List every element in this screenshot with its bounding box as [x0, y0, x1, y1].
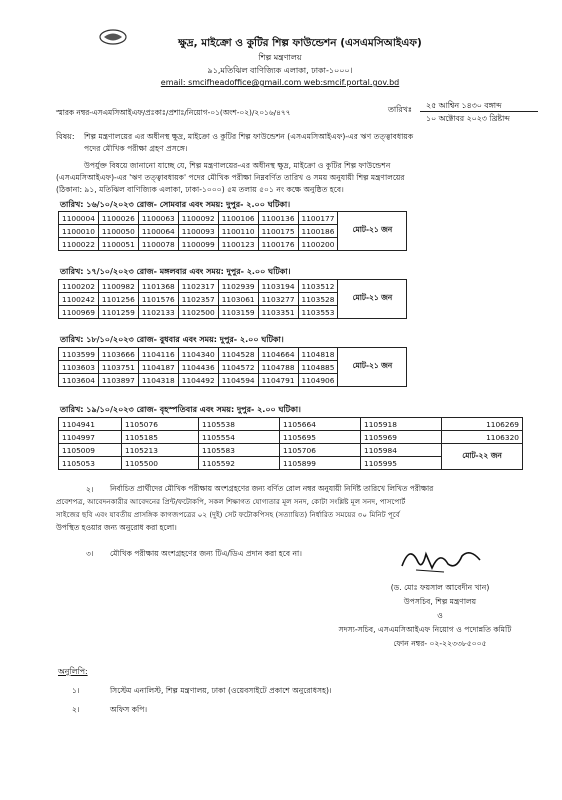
table-row [59, 444, 523, 457]
roll-cell: 1101576 [138, 293, 178, 306]
signatory-title-2: সদস্য-সচিব, এসএমসিআইএফ নিয়োগ ও পদোন্নতি কমিটি [338, 625, 512, 634]
roll-cell: 1105053 [59, 457, 122, 470]
note-2-line-1: নির্বাচিত প্রার্থীদের মৌখিক পরীক্ষায় অংশগ্রহণের জন্য বর্ণিত রোল নম্বর অনুযায়ী নির্দিষ্ট তারিখে লিখিত পরীক্ষার [110, 484, 434, 493]
note-3-number: ৩। [86, 549, 94, 558]
signatory-name: (ড. মোঃ ফয়সাল আবেদীন খান) [390, 583, 490, 592]
table-row [59, 212, 407, 225]
signatory-phone: ফোন নম্বর- ০২-২২৩৩৮৫০০৫ [393, 639, 487, 648]
roll-cell: 1101259 [98, 306, 138, 319]
roll-cell: 1104187 [138, 361, 178, 374]
roll-cell: 1100093 [178, 225, 218, 238]
roll-cell: 1105076 [122, 418, 199, 431]
schedule-3-date: তারিখ: ১৮/১০/২০২৩ রোজ- বুধবার এবং সময়: দুপুর- ২.০০ ঘটিকা। [60, 335, 284, 344]
roll-cell: 1104664 [258, 348, 298, 361]
roll-cell: 1100136 [258, 212, 298, 225]
schedule-total: মোট-২১ জন [338, 348, 407, 387]
memo-ref-no: স্মারক নম্বর-এসএমসিআইএফ/প্রঃকাঃ/প্রশাঃ/নিয়োগ-০১(অংশ-০২)/২০১৬/৪৭৭ [56, 108, 291, 117]
ministry-name: শিল্প মন্ত্রণালয় [258, 53, 302, 62]
note-2-line-4: উপস্থিত হওয়ার জন্য অনুরোধ করা হলো। [56, 523, 177, 532]
roll-cell: 1105918 [361, 418, 442, 431]
schedule-total: মোট-২২ জন [442, 444, 523, 470]
intro-line-3: (ঠিকানা: ৯১, মতিঝিল বাণিজ্যিক এলাকা, ঢাকা-১০০০) ৫ম তলায় ৫০১ নং কক্ষে অনুষ্ঠিত হবে। [56, 185, 344, 194]
schedule-4-table [58, 417, 523, 470]
roll-cell: 1103159 [218, 306, 258, 319]
roll-cell: 1104528 [218, 348, 258, 361]
roll-cell: 1103194 [258, 280, 298, 293]
copy-item-2-text: অফিস কপি। [110, 705, 148, 714]
roll-cell: 1105695 [280, 431, 361, 444]
roll-cell: 1102939 [218, 280, 258, 293]
roll-cell: 1103512 [298, 280, 338, 293]
roll-cell: 1103599 [59, 348, 99, 361]
roll-cell: 1100202 [59, 280, 99, 293]
schedule-3-table [58, 347, 407, 387]
roll-cell: 1104788 [258, 361, 298, 374]
memo-date-bangla: ২৫ আশ্বিন ১৪৩০ বঙ্গাব্দ [426, 101, 502, 110]
roll-cell: 1100175 [258, 225, 298, 238]
roll-cell: 1105592 [199, 457, 280, 470]
subject-line-1: শিল্প মন্ত্রণালয়ের এর অধীনস্থ ক্ষুদ্র, মাইক্রো ও কুটির শিল্প ফাউন্ডেশন (এসএমসিআইএফ)-এর ঋণ তত্ত্বাবধায়ক [84, 132, 414, 141]
roll-cell: 1106269 [442, 418, 523, 431]
roll-cell: 1103277 [258, 293, 298, 306]
roll-cell: 1104436 [178, 361, 218, 374]
roll-cell: 1103666 [98, 348, 138, 361]
roll-cell: 1105583 [199, 444, 280, 457]
roll-cell: 1100177 [298, 212, 338, 225]
roll-cell: 1105538 [199, 418, 280, 431]
table-row [59, 418, 523, 431]
roll-cell: 1100078 [138, 238, 178, 251]
roll-cell: 1100969 [59, 306, 99, 319]
email-web: email: smcifheadoffice@gmail.com web:smcif.portal.gov.bd [160, 78, 400, 87]
roll-cell: 1104492 [178, 374, 218, 387]
date-divider [420, 111, 538, 112]
roll-cell: 1103604 [59, 374, 99, 387]
roll-cell: 1100010 [59, 225, 99, 238]
roll-cell: 1103897 [98, 374, 138, 387]
table-row [59, 431, 523, 444]
table-row [59, 348, 407, 361]
roll-cell: 1103603 [59, 361, 99, 374]
note-2-line-2: প্রবেশপত্র, আবেদনকারীর আবেদনের প্রিন্ট/ফটোকপি, সকল শিক্ষাগত যোগ্যতার মূল সনদ, কোটা সংশ্লিষ্ট মূল সনদ, পাসপোর্ট [56, 497, 406, 506]
roll-cell: 1104116 [138, 348, 178, 361]
roll-cell: 1104818 [298, 348, 338, 361]
schedule-total: মোট-২১ জন [338, 280, 407, 319]
roll-cell: 1102357 [178, 293, 218, 306]
roll-cell: 1100982 [98, 280, 138, 293]
roll-cell: 1102133 [138, 306, 178, 319]
copy-label: অনুলিপি: [58, 667, 88, 676]
roll-cell: 1103351 [258, 306, 298, 319]
roll-cell: 1101368 [138, 280, 178, 293]
roll-cell: 1100106 [218, 212, 258, 225]
schedule-2-date: তারিখ: ১৭/১০/২০২৩ রোজ- মঙ্গলবার এবং সময়: দুপুর- ২.০০ ঘটিকা। [60, 267, 291, 276]
roll-cell: 1105984 [361, 444, 442, 457]
roll-cell: 1100051 [98, 238, 138, 251]
roll-cell: 1100026 [98, 212, 138, 225]
roll-cell: 1105009 [59, 444, 122, 457]
roll-cell: 1104594 [218, 374, 258, 387]
note-3-text: মৌখিক পরীক্ষায় অংশগ্রহণের জন্য টিএ/ডিএ প্রদান করা হবে না। [110, 549, 302, 558]
roll-cell: 1105500 [122, 457, 199, 470]
roll-cell: 1100110 [218, 225, 258, 238]
roll-cell: 1100022 [59, 238, 99, 251]
memo-date-english: ১০ অক্টোবর ২০২৩ খ্রিষ্টাব্দ [426, 114, 510, 123]
schedule-4-date: তারিখ: ১৯/১০/২০২৩ রোজ- বৃহস্পতিবার এবং সময়: দুপুর- ২.০০ ঘটিকা। [60, 405, 301, 414]
roll-cell: 1102317 [178, 280, 218, 293]
copy-item-1-number: ১। [72, 686, 80, 695]
roll-cell: 1100242 [59, 293, 99, 306]
roll-cell: 1100004 [59, 212, 99, 225]
roll-cell: 1105899 [280, 457, 361, 470]
roll-cell: 1104791 [258, 374, 298, 387]
schedule-1-table [58, 211, 407, 251]
org-name: ক্ষুদ্র, মাইক্রো ও কুটির শিল্প ফাউন্ডেশন (এসএমসিআইএফ) [178, 37, 422, 49]
subject-label: বিষয়: [56, 132, 75, 141]
intro-line-2: (এসএমসিআইএফ)-এর 'ঋণ তত্ত্বাবধায়ক' পদের মৌখিক পরীক্ষা নিম্নবর্ণিত তারিখ ও সময় অনুযায়ী শিল্প মন্ত্রণালয়ের [56, 173, 405, 182]
roll-cell: 1104318 [138, 374, 178, 387]
roll-cell: 1100186 [298, 225, 338, 238]
schedule-1-date: তারিখ: ১৬/১০/২০২৩ রোজ- সোমবার এবং সময়: দুপুর- ২.০০ ঘটিকা। [60, 200, 291, 209]
note-2-line-3: সাইজের ছবি এবং যাবতীয় প্রাসঙ্গিক কাগজপত্রের ০২ (দুই) সেট ফটোকপিসহ (সত্যায়িত) নির্ধারিত সময়ের ৩০ মিনিট পূর্বে [56, 510, 400, 519]
roll-cell: 1104941 [59, 418, 122, 431]
intro-line-1: উপর্যুক্ত বিষয়ে জানানো যাচ্ছে যে, শিল্প মন্ত্রণালয়ের-এর অধীনস্থ ক্ষুদ্র, মাইক্রো ও কুটির শিল্প ফাউন্ডেশন [84, 161, 391, 170]
roll-cell: 1104572 [218, 361, 258, 374]
roll-cell: 1106320 [442, 431, 523, 444]
roll-cell: 1104340 [178, 348, 218, 361]
schedule-total: মোট-২১ জন [338, 212, 407, 251]
roll-cell: 1101256 [98, 293, 138, 306]
roll-cell: 1105554 [199, 431, 280, 444]
roll-cell: 1103553 [298, 306, 338, 319]
roll-cell: 1103751 [98, 361, 138, 374]
signatory-title-1: উপসচিব, শিল্প মন্ত্রণালয় [403, 597, 477, 606]
roll-cell: 1105969 [361, 431, 442, 444]
roll-cell: 1100099 [178, 238, 218, 251]
roll-cell: 1105213 [122, 444, 199, 457]
roll-cell: 1105995 [361, 457, 442, 470]
copy-item-1-text: সিস্টেম এনালিস্ট, শিল্প মন্ত্রণালয়, ঢাকা (ওয়েবসাইটে প্রকাশে অনুরোধসহ)। [110, 686, 332, 695]
roll-cell: 1103061 [218, 293, 258, 306]
roll-cell: 1100176 [258, 238, 298, 251]
table-row [59, 280, 407, 293]
roll-cell: 1100200 [298, 238, 338, 251]
roll-cell: 1100050 [98, 225, 138, 238]
memo-date-label: তারিখঃ [388, 105, 412, 114]
roll-cell: 1104997 [59, 431, 122, 444]
note-2-number: ২। [86, 485, 94, 494]
roll-cell: 1105706 [280, 444, 361, 457]
roll-cell: 1104906 [298, 374, 338, 387]
subject-line-2: পদের মৌখিক পরীক্ষা গ্রহণ প্রসঙ্গে। [84, 144, 188, 153]
roll-cell: 1104885 [298, 361, 338, 374]
roll-cell: 1103528 [298, 293, 338, 306]
roll-cell: 1100092 [178, 212, 218, 225]
copy-item-2-number: ২। [72, 705, 80, 714]
roll-cell: 1102500 [178, 306, 218, 319]
address: ৯১,মতিঝিল বাণিজ্যিক এলাকা, ঢাকা-১০০০। [207, 66, 353, 75]
schedule-2-table [58, 279, 407, 319]
roll-cell: 1100064 [138, 225, 178, 238]
roll-cell: 1105664 [280, 418, 361, 431]
roll-cell: 1100063 [138, 212, 178, 225]
signature-icon [396, 540, 488, 576]
signatory-conj: ও [437, 611, 443, 620]
roll-cell: 1105185 [122, 431, 199, 444]
roll-cell: 1100123 [218, 238, 258, 251]
